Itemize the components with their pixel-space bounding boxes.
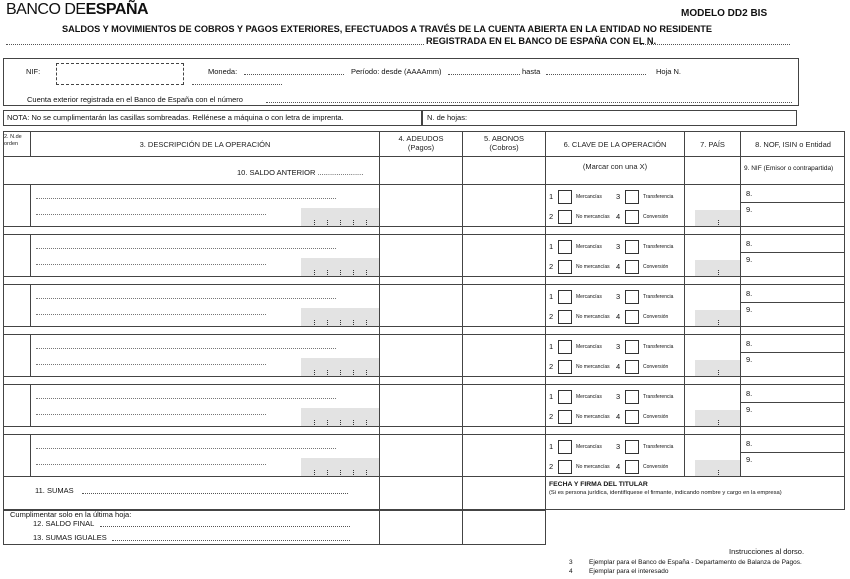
clave-mercancias-checkbox[interactable] bbox=[558, 390, 572, 404]
row-divider bbox=[3, 276, 845, 277]
clave-label: Conversión bbox=[643, 314, 669, 320]
digit-tick bbox=[340, 220, 342, 225]
clave-number: 4 bbox=[616, 362, 621, 371]
row-divider bbox=[3, 384, 845, 385]
clave-transferencia-checkbox[interactable] bbox=[625, 340, 639, 354]
field-8-label: 8. bbox=[746, 239, 753, 248]
clave-label: No mercancías bbox=[576, 414, 610, 420]
clave-label: Mercancías bbox=[576, 194, 602, 200]
col-header-adeudos: 4. ADEUDOS bbox=[398, 134, 444, 143]
row-divider bbox=[3, 434, 845, 435]
digit-tick bbox=[366, 220, 368, 225]
nof-input[interactable] bbox=[755, 190, 843, 201]
row-divider bbox=[3, 334, 845, 335]
field-8-label: 8. bbox=[746, 439, 753, 448]
saldo-final-dots bbox=[100, 526, 350, 527]
clave-conversion-checkbox[interactable] bbox=[625, 260, 639, 274]
row-col-line bbox=[30, 184, 31, 226]
clave-label: Transferencia bbox=[643, 344, 674, 350]
clave-label: Transferencia bbox=[643, 444, 674, 450]
clave-number: 2 bbox=[549, 462, 554, 471]
digit-tick bbox=[327, 320, 329, 325]
field-8-label: 8. bbox=[746, 389, 753, 398]
row-col-line bbox=[30, 234, 31, 276]
form-model: MODELO DD2 BIS bbox=[681, 8, 768, 19]
digit-tick bbox=[718, 220, 720, 225]
abonos-input[interactable] bbox=[464, 436, 543, 474]
clave-label: Conversión bbox=[643, 464, 669, 470]
digit-tick bbox=[314, 220, 316, 225]
clave-transferencia-checkbox[interactable] bbox=[625, 240, 639, 254]
clave-label: Transferencia bbox=[643, 244, 674, 250]
saldo-anterior-label: 10. SALDO ANTERIOR ...................... bbox=[237, 168, 364, 177]
clave-number: 2 bbox=[549, 262, 554, 271]
periodo-label: Período: desde (AAAAmm) bbox=[351, 67, 442, 76]
field-9-label: 9. bbox=[746, 405, 753, 414]
logo bbox=[6, 1, 148, 19]
clave-number: 4 bbox=[616, 262, 621, 271]
digit-tick bbox=[340, 270, 342, 275]
nif-label: NIF: bbox=[26, 67, 41, 76]
clave-number: 2 bbox=[549, 362, 554, 371]
field-8-label: 8. bbox=[746, 339, 753, 348]
cuenta-field[interactable] bbox=[266, 102, 792, 103]
field-8-label: 8. bbox=[746, 289, 753, 298]
clave-conversion-checkbox[interactable] bbox=[625, 310, 639, 324]
row-divider bbox=[3, 326, 845, 327]
digit-tick bbox=[718, 470, 720, 475]
row-divider bbox=[3, 234, 845, 235]
firma-title: FECHA Y FIRMA DEL TITULAR bbox=[549, 481, 648, 488]
adeudos-input[interactable] bbox=[381, 286, 460, 324]
clave-label: Conversión bbox=[643, 214, 669, 220]
clave-number: 3 bbox=[616, 292, 621, 301]
col-header-adeudos-sub: (Pagos) bbox=[407, 143, 435, 152]
nif-input[interactable] bbox=[755, 306, 843, 317]
description-line-2[interactable] bbox=[36, 464, 266, 465]
description-line-1[interactable] bbox=[36, 448, 336, 449]
clave-label: Conversión bbox=[643, 414, 669, 420]
clave-number: 2 bbox=[549, 212, 554, 221]
copy-4-text: Ejemplar para el interesado bbox=[589, 568, 669, 575]
clave-mercancias-checkbox[interactable] bbox=[558, 340, 572, 354]
copy-4-number: 4 bbox=[569, 568, 573, 575]
adeudos-input[interactable] bbox=[381, 436, 460, 474]
registro-number-field[interactable] bbox=[640, 44, 790, 45]
sumas-label: 11. SUMAS bbox=[35, 486, 74, 495]
row-col-line bbox=[30, 334, 31, 376]
digit-tick bbox=[340, 470, 342, 475]
firma-note: (Si es persona jurídica, identifíquese el firmante, indicando nombre y cargo en la empresa) bbox=[549, 490, 782, 496]
row-col-line bbox=[30, 284, 31, 326]
sumas-iguales-label: 13. SUMAS IGUALES bbox=[33, 533, 107, 542]
moneda-field-2[interactable] bbox=[192, 84, 282, 85]
nif-input[interactable] bbox=[755, 256, 843, 267]
clave-label: No mercancías bbox=[576, 314, 610, 320]
abonos-input[interactable] bbox=[464, 386, 543, 424]
abonos-input[interactable] bbox=[464, 286, 543, 324]
row-divider bbox=[3, 426, 845, 427]
description-line-2[interactable] bbox=[36, 214, 266, 215]
clave-label: Transferencia bbox=[643, 194, 674, 200]
col-line bbox=[462, 131, 463, 510]
digit-tick bbox=[314, 370, 316, 375]
field-9-label: 9. bbox=[746, 355, 753, 364]
digit-tick bbox=[718, 370, 720, 375]
sumas-divider bbox=[3, 476, 845, 477]
clave-number: 4 bbox=[616, 412, 621, 421]
clave-number: 3 bbox=[616, 342, 621, 351]
field-9-label: 9. bbox=[746, 255, 753, 264]
digit-tick bbox=[718, 270, 720, 275]
col-header-nof: 8. NOF, ISIN o Entidad bbox=[755, 140, 831, 149]
clave-number: 2 bbox=[549, 412, 554, 421]
clave-number: 1 bbox=[549, 392, 554, 401]
sumas-iguales-dots bbox=[112, 540, 350, 541]
digit-tick bbox=[327, 470, 329, 475]
instrucciones-note: Instrucciones al dorso. bbox=[729, 547, 805, 556]
col-line bbox=[379, 131, 380, 510]
clave-conversion-checkbox[interactable] bbox=[625, 410, 639, 424]
clave-label: Transferencia bbox=[643, 394, 674, 400]
description-line-2[interactable] bbox=[36, 264, 266, 265]
digit-tick bbox=[327, 370, 329, 375]
cuenta-label: Cuenta exterior registrada en el Banco de España con el número bbox=[27, 95, 243, 104]
abonos-input[interactable] bbox=[464, 336, 543, 374]
col-line bbox=[684, 131, 685, 476]
adeudos-input[interactable] bbox=[381, 186, 460, 224]
clave-label: Transferencia bbox=[643, 294, 674, 300]
digit-tick bbox=[340, 370, 342, 375]
row-col-line bbox=[30, 434, 31, 476]
nof-input[interactable] bbox=[755, 390, 843, 401]
digit-tick bbox=[353, 220, 355, 225]
clave-no-mercancias-checkbox[interactable] bbox=[558, 360, 572, 374]
clave-transferencia-checkbox[interactable] bbox=[625, 190, 639, 204]
hasta-label: hasta bbox=[522, 67, 541, 76]
digit-tick bbox=[327, 270, 329, 275]
copy-3-text: Ejemplar para el Banco de España - Departamento de Balanza de Pagos. bbox=[589, 559, 802, 566]
clave-number: 2 bbox=[549, 312, 554, 321]
col-header-nif: 9. NIF (Emisor o contrapartida) bbox=[744, 165, 834, 172]
moneda-label: Moneda: bbox=[208, 67, 238, 76]
field-9-label: 9. bbox=[746, 455, 753, 464]
clave-label: Conversión bbox=[643, 264, 669, 270]
col-header-clave: 6. CLAVE DE LA OPERACIÓN bbox=[563, 140, 667, 149]
digit-tick bbox=[366, 270, 368, 275]
digit-tick bbox=[353, 270, 355, 275]
clave-transferencia-checkbox[interactable] bbox=[625, 390, 639, 404]
clave-number: 3 bbox=[616, 392, 621, 401]
clave-no-mercancias-checkbox[interactable] bbox=[558, 460, 572, 474]
clave-label: Mercancías bbox=[576, 444, 602, 450]
logo-banco: BANCO DE bbox=[6, 1, 86, 18]
hojas-box bbox=[422, 110, 797, 126]
field-divider bbox=[740, 202, 845, 203]
clave-transferencia-checkbox[interactable] bbox=[625, 290, 639, 304]
clave-conversion-checkbox[interactable] bbox=[625, 460, 639, 474]
description-line-2[interactable] bbox=[36, 414, 266, 415]
hoja-label: Hoja N. bbox=[656, 67, 682, 76]
nof-input[interactable] bbox=[755, 240, 843, 251]
field-divider bbox=[740, 452, 845, 453]
clave-number: 1 bbox=[549, 192, 554, 201]
row-divider bbox=[3, 226, 845, 227]
field-8-label: 8. bbox=[746, 189, 753, 198]
digit-tick bbox=[366, 470, 368, 475]
digit-tick bbox=[366, 320, 368, 325]
clave-mercancias-checkbox[interactable] bbox=[558, 190, 572, 204]
digit-tick bbox=[340, 420, 342, 425]
digit-tick bbox=[718, 320, 720, 325]
row-col-line bbox=[30, 384, 31, 426]
clave-mercancias-checkbox[interactable] bbox=[558, 240, 572, 254]
abonos-input[interactable] bbox=[464, 186, 543, 224]
clave-number: 1 bbox=[549, 292, 554, 301]
col-header-abonos-sub: (Cobros) bbox=[489, 143, 519, 152]
marcar-x-note: (Marcar con una X) bbox=[582, 162, 648, 171]
clave-number: 1 bbox=[549, 242, 554, 251]
clave-number: 3 bbox=[616, 442, 621, 451]
clave-label: Mercancías bbox=[576, 294, 602, 300]
adeudos-input[interactable] bbox=[381, 386, 460, 424]
digit-tick bbox=[327, 220, 329, 225]
field-9-label: 9. bbox=[746, 305, 753, 314]
saldo-final-label: 12. SALDO FINAL bbox=[33, 519, 95, 528]
digit-tick bbox=[366, 370, 368, 375]
description-line-1[interactable] bbox=[36, 198, 336, 199]
clave-label: No mercancías bbox=[576, 264, 610, 270]
periodo-desde-field[interactable] bbox=[448, 74, 520, 75]
col-header-orden: 2. N.de orden bbox=[4, 134, 22, 147]
ultima-hoja-label: Cumplimentar solo en la última hoja: bbox=[10, 510, 132, 519]
moneda-field[interactable] bbox=[244, 74, 344, 75]
nif-input[interactable] bbox=[755, 206, 843, 217]
copy-3-number: 3 bbox=[569, 559, 573, 566]
adeudos-input[interactable] bbox=[381, 336, 460, 374]
digit-tick bbox=[314, 420, 316, 425]
field-divider bbox=[740, 402, 845, 403]
description-line-2[interactable] bbox=[36, 364, 266, 365]
clave-number: 4 bbox=[616, 312, 621, 321]
clave-label: Mercancías bbox=[576, 394, 602, 400]
clave-mercancias-checkbox[interactable] bbox=[558, 290, 572, 304]
form-title-line2: REGISTRADA EN EL BANCO DE ESPAÑA CON EL N. bbox=[426, 36, 657, 46]
abonos-input[interactable] bbox=[464, 236, 543, 274]
digit-tick bbox=[366, 420, 368, 425]
nif-input[interactable] bbox=[755, 356, 843, 367]
clave-label: Mercancías bbox=[576, 344, 602, 350]
clave-number: 3 bbox=[616, 192, 621, 201]
digit-tick bbox=[340, 320, 342, 325]
clave-conversion-checkbox[interactable] bbox=[625, 210, 639, 224]
col-line bbox=[545, 131, 546, 510]
description-line-1[interactable] bbox=[36, 348, 336, 349]
description-line-2[interactable] bbox=[36, 314, 266, 315]
nif-input[interactable] bbox=[755, 456, 843, 467]
logo-espana: ESPAÑA bbox=[85, 1, 149, 18]
field-9-label: 9. bbox=[746, 205, 753, 214]
hojas-label: N. de hojas: bbox=[427, 113, 468, 122]
clave-no-mercancias-checkbox[interactable] bbox=[558, 410, 572, 424]
nof-input[interactable] bbox=[755, 440, 843, 451]
clave-mercancias-checkbox[interactable] bbox=[558, 440, 572, 454]
periodo-hasta-field[interactable] bbox=[546, 74, 646, 75]
description-line-1[interactable] bbox=[36, 298, 336, 299]
col-header-pais: 7. PAÍS bbox=[700, 140, 725, 149]
clave-no-mercancias-checkbox[interactable] bbox=[558, 210, 572, 224]
clave-number: 4 bbox=[616, 212, 621, 221]
sumas-dots bbox=[82, 493, 348, 494]
digit-tick bbox=[353, 470, 355, 475]
clave-number: 4 bbox=[616, 462, 621, 471]
clave-no-mercancias-checkbox[interactable] bbox=[558, 310, 572, 324]
digit-tick bbox=[314, 270, 316, 275]
row-divider bbox=[3, 284, 845, 285]
clave-number: 1 bbox=[549, 342, 554, 351]
clave-label: No mercancías bbox=[576, 464, 610, 470]
field-divider bbox=[740, 252, 845, 253]
digit-tick bbox=[718, 420, 720, 425]
col-header-descripcion: 3. DESCRIPCIÓN DE LA OPERACIÓN bbox=[139, 140, 271, 149]
clave-label: No mercancías bbox=[576, 214, 610, 220]
description-line-1[interactable] bbox=[36, 248, 336, 249]
col-header-abonos: 5. ABONOS bbox=[483, 134, 525, 143]
adeudos-input[interactable] bbox=[381, 236, 460, 274]
digit-tick bbox=[353, 370, 355, 375]
nif-input[interactable] bbox=[755, 406, 843, 417]
clave-label: No mercancías bbox=[576, 364, 610, 370]
nof-input[interactable] bbox=[755, 340, 843, 351]
nota-text: NOTA: No se cumplimentarán las casillas sombreadas. Rellénese a máquina o con letra de imprenta. bbox=[7, 113, 344, 122]
nif-input[interactable] bbox=[56, 63, 184, 85]
description-line-1[interactable] bbox=[36, 398, 336, 399]
digit-tick bbox=[314, 320, 316, 325]
clave-label: Mercancías bbox=[576, 244, 602, 250]
digit-tick bbox=[353, 420, 355, 425]
clave-number: 3 bbox=[616, 242, 621, 251]
field-divider bbox=[740, 352, 845, 353]
nof-input[interactable] bbox=[755, 290, 843, 301]
digit-tick bbox=[327, 420, 329, 425]
digit-tick bbox=[314, 470, 316, 475]
form-title-line1: SALDOS Y MOVIMIENTOS DE COBROS Y PAGOS EXTERIORES, EFECTUADOS A TRAVÉS DE LA CUENTA ABIERTA EN LA ENTIDAD NO RESIDENTE bbox=[62, 24, 712, 34]
row-divider bbox=[3, 376, 845, 377]
digit-tick bbox=[353, 320, 355, 325]
clave-transferencia-checkbox[interactable] bbox=[625, 440, 639, 454]
registro-number-dots bbox=[6, 44, 424, 45]
clave-conversion-checkbox[interactable] bbox=[625, 360, 639, 374]
clave-number: 1 bbox=[549, 442, 554, 451]
field-divider bbox=[740, 302, 845, 303]
clave-no-mercancias-checkbox[interactable] bbox=[558, 260, 572, 274]
clave-label: Conversión bbox=[643, 364, 669, 370]
